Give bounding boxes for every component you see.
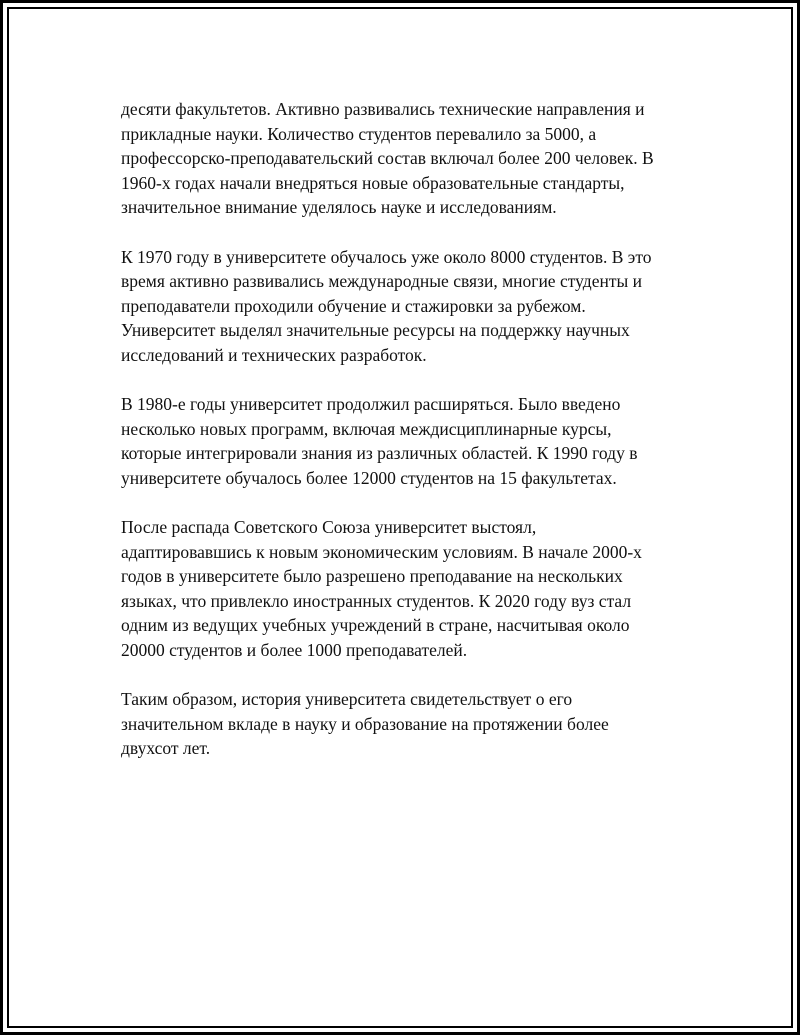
paragraph: Таким образом, история университета свидетельствует о его значительном вкладе в науку и образование на протяжении более двухсот лет. [121, 689, 609, 759]
paragraph: К 1970 году в университете обучалось уже около 8000 студентов. В это время активно развивались международные связи, многие студенты и преподаватели проходили обучение и стажировки за рубежом. Университет выделял значительные ресурсы на поддержку научных исследований и технических разработок. [121, 246, 652, 365]
paragraph: После распада Советского Союза университет выстоял, адаптировавшись к новым экономическим условиям. В начале 2000-х годов в университете было разрешено преподавание на нескольких языках, что привлекло иностранных студентов. К 2020 году вуз стал одним из ведущих учебных учреждений в стране, насчитывая около 20000 студентов и более 1000 преподавателей. [121, 517, 642, 661]
paragraph: десяти факультетов. Активно развивались технические направления и прикладные науки. Количество студентов перевалило за 5000, а профессорско-преподавательский состав включал более 200 человек. В 1960-х годах начали внедряться новые образовательные стандарты, значительное внимание уделялось науке и исследованиям. [121, 99, 654, 218]
document-body [121, 97, 711, 786]
paragraph: В 1980-е годы университет продолжил расширяться. Было введено несколько новых программ, включая междисциплинарные курсы, которые интегрировали знания из различных областей. К 1990 году в университете обучалось более 12000 студентов на 15 факультетах. [121, 394, 638, 488]
